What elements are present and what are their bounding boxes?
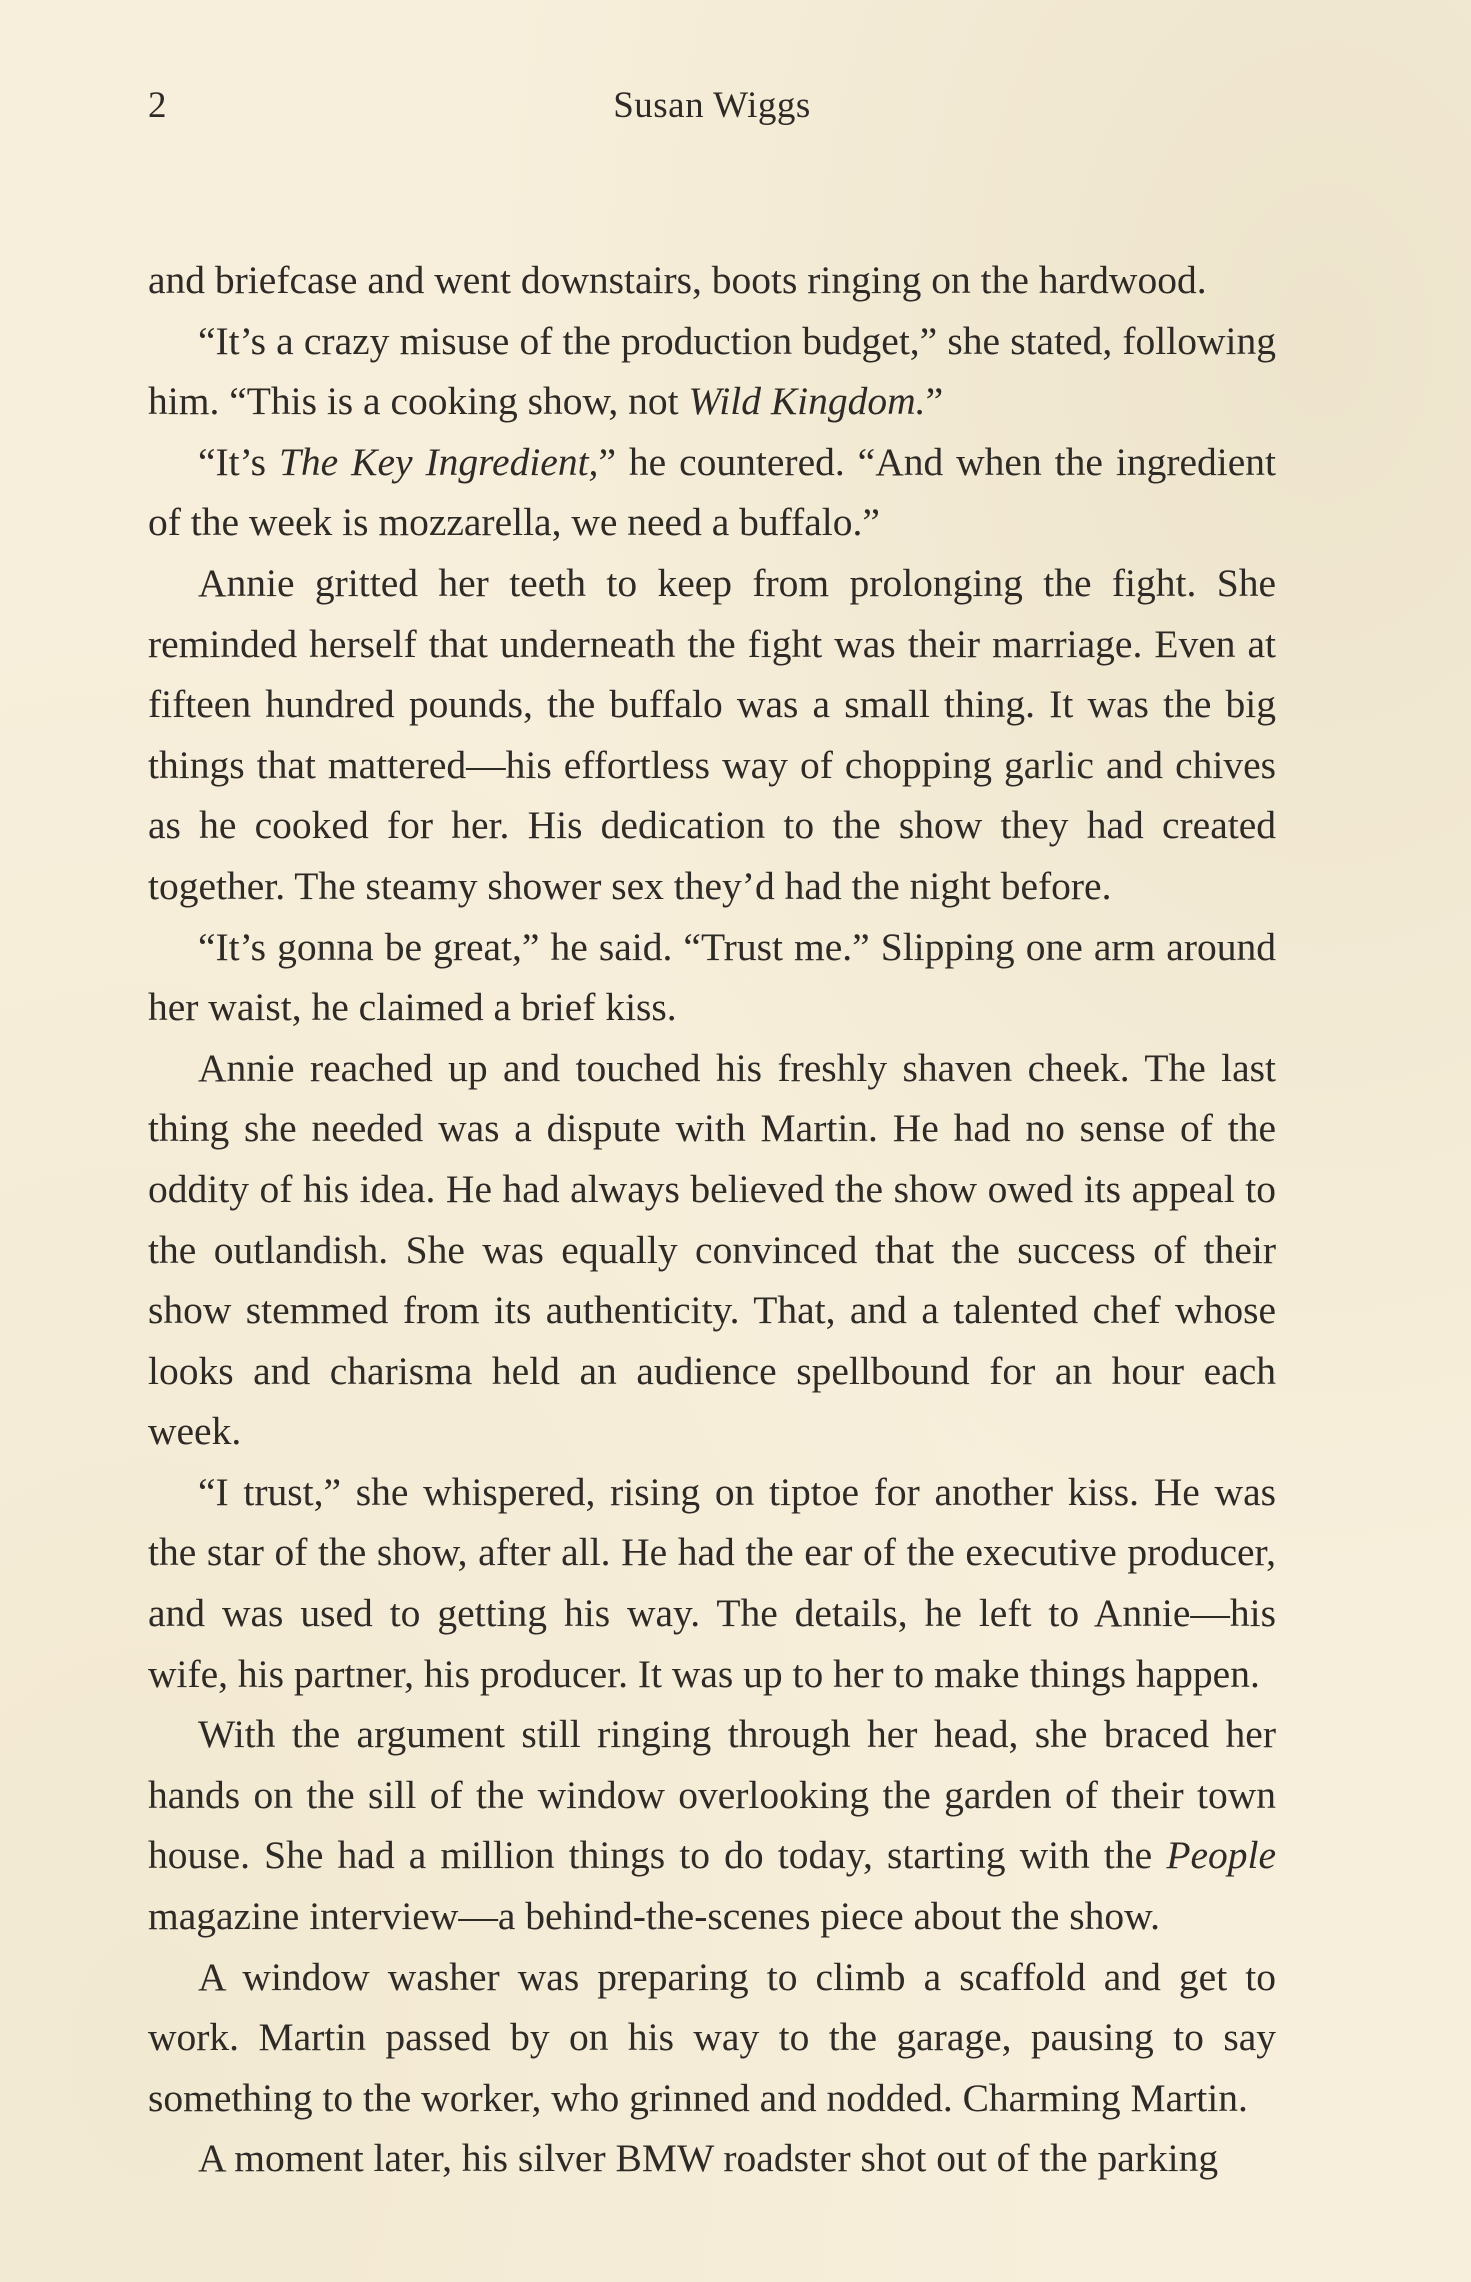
paragraph-2-text-a: “It’s a crazy misuse of the production budget,” she stated, following him. “This is a cooking show, not [148, 318, 1276, 424]
paragraph-7 [148, 1462, 1276, 1704]
paragraph-3-text-a: “It’s [198, 439, 279, 484]
paragraph-7-text: “I trust,” she whispered, rising on tiptoe for another kiss. He was the star of the show, after all. He had the ear of the executive producer, and was used to getting his way. The details, he left to Annie—his wife, his partner, his producer. It was up to her to make things happen. [148, 1469, 1276, 1696]
running-head [148, 78, 1276, 134]
paragraph-9-text: A window washer was preparing to climb a scaffold and get to work. Martin passed by on his way to the garage, pausing to say something to the worker, who grinned and nodded. Charming Martin. [148, 1954, 1276, 2120]
paragraph-2-text-b: ” [925, 379, 944, 424]
paragraph-10 [148, 2128, 1276, 2189]
paragraph-4 [148, 553, 1276, 917]
paragraph-2 [148, 311, 1276, 432]
paragraph-1 [148, 250, 1276, 311]
page-number: 2 [148, 85, 167, 126]
body-text [148, 250, 1276, 2189]
paragraph-10-text: A moment later, his silver BMW roadster shot out of the parking [198, 2136, 1219, 2181]
paragraph-1-text: and briefcase and went downstairs, boots ringing on the hardwood. [148, 258, 1207, 302]
show-title-wild-kingdom: Wild Kingdom. [688, 379, 926, 424]
show-title-key-ingredient: The Key Ingredient, [278, 439, 599, 484]
magazine-title-people: People [1166, 1833, 1276, 1878]
paragraph-3-text-b: ” he countered. “And when the ingredient of the week is mozzarella, we need a buffalo.” [148, 439, 1276, 545]
paragraph-4-text: Annie gritted her teeth to keep from prolonging the fight. She reminded herself that underneath the fight was their marriage. Even at fifteen hundred pounds, the buffalo was a small thing. It was the big things that mattered—his effortless way of chopping garlic and chives as he cooked for her. His dedication to the show they had created together. The steamy shower sex they’d had the night before. [148, 560, 1276, 908]
paragraph-8-text-a: With the argument still ringing through her head, she braced her hands on the sill of the window overlooking the garden of their town house. She had a million things to do today, starting with the [148, 1712, 1276, 1878]
running-head-author: Susan Wiggs [613, 85, 811, 126]
paragraph-9 [148, 1947, 1276, 2129]
paragraph-5-text: “It’s gonna be great,” he said. “Trust me.” Slipping one arm around her waist, he claimed a brief kiss. [148, 924, 1276, 1030]
paragraph-5 [148, 917, 1276, 1038]
paragraph-6 [148, 1038, 1276, 1462]
paragraph-8 [148, 1704, 1276, 1946]
paragraph-3 [148, 432, 1276, 553]
paragraph-6-text: Annie reached up and touched his freshly shaven cheek. The last thing she needed was a dispute with Martin. He had no sense of the oddity of his idea. He had always believed the show owed its appeal to the outlandish. She was equally convinced that the success of their show stemmed from its authenticity. That, and a talented chef whose looks and charisma held an audience spellbound for an hour each week. [148, 1045, 1276, 1454]
paragraph-8-text-b: magazine interview—a behind-the-scenes piece about the show. [148, 1894, 1160, 1939]
